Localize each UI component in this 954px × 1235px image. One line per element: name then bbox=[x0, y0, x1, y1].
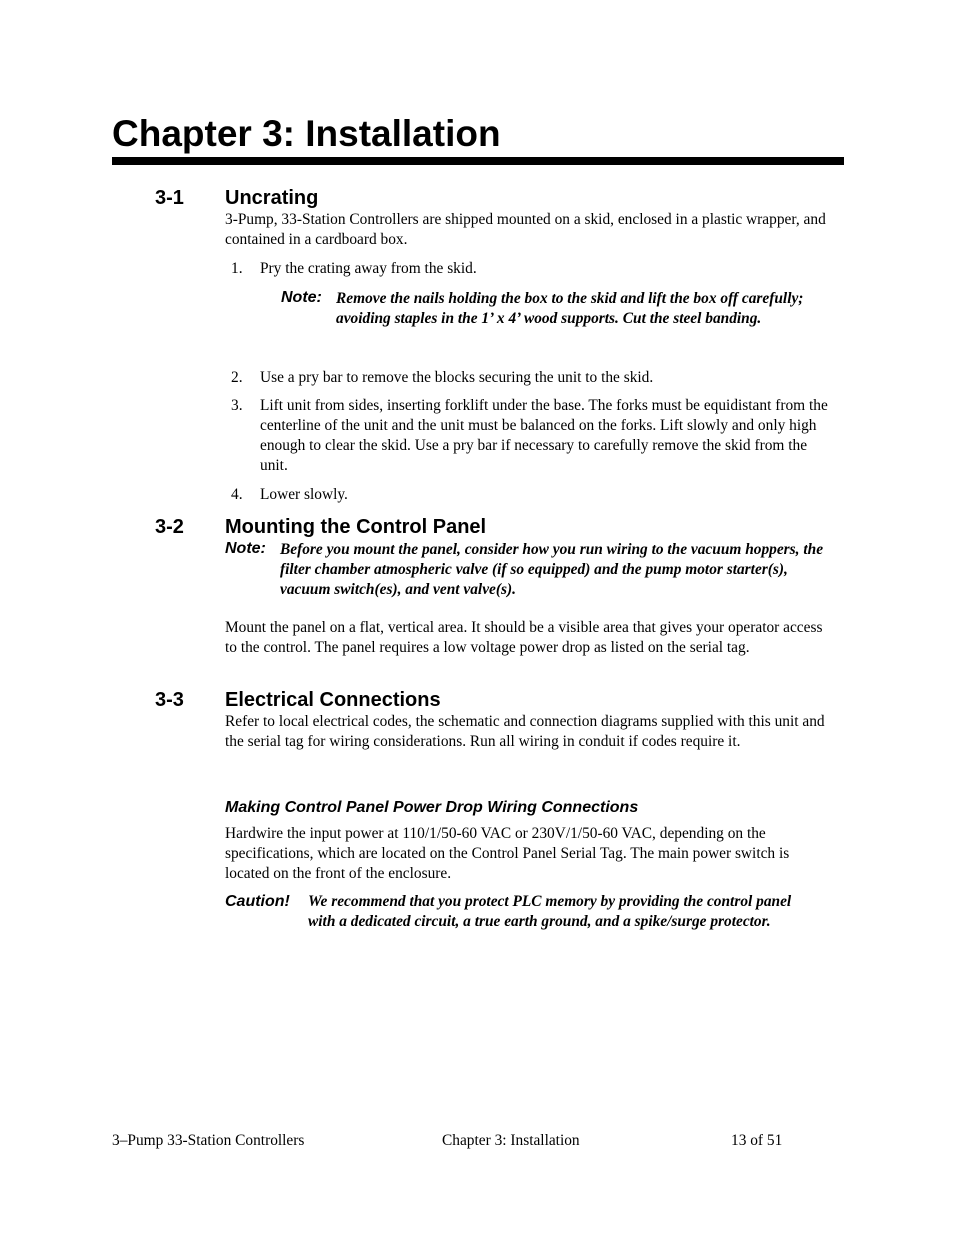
section-body: Refer to local electrical codes, the schematic and connection diagrams supplied with this unit and the serial tag for wiring considerations. Run all wiring in conduit if codes require it. bbox=[225, 713, 825, 750]
footer-page-number: 13 of 51 bbox=[731, 1132, 783, 1149]
caution-label: Caution! bbox=[225, 893, 290, 910]
subsection-body: Hardwire the input power at 110/1/50-60 VAC or 230V/1/50-60 VAC, depending on the specifications, which are located on the Control Panel Serial Tag. The main power switch is located on the front of the enclosure. bbox=[225, 825, 790, 882]
step-text: Pry the crating away from the skid. bbox=[260, 260, 477, 277]
section-title: Mounting the Control Panel bbox=[225, 516, 487, 538]
section-number: 3-2 bbox=[155, 516, 184, 538]
step-number: 2. bbox=[231, 369, 243, 386]
step-text: Lift unit from sides, inserting forklift under the base. The forks must be equidistant from the centerline of the unit and the unit must be balanced on the forks. Lift slowly and only high enough to clear the skid. Use a pry bar if necessary to carefully remove the skid from the unit. bbox=[260, 397, 828, 474]
note-label: Note: bbox=[281, 289, 322, 306]
subheading: Making Control Panel Power Drop Wiring Connections bbox=[225, 799, 639, 816]
note-text: Remove the nails holding the box to the skid and lift the box off carefully; avoiding staples in the 1’ x 4’ wood supports. Cut the steel banding. bbox=[336, 290, 804, 327]
footer-center: Chapter 3: Installation bbox=[442, 1132, 580, 1149]
step-number: 4. bbox=[231, 486, 243, 503]
section-title: Electrical Connections bbox=[225, 689, 441, 711]
footer-left: 3–Pump 33-Station Controllers bbox=[112, 1132, 305, 1149]
section-number: 3-3 bbox=[155, 689, 184, 711]
section-number: 3-1 bbox=[155, 187, 184, 209]
section-intro: 3-Pump, 33-Station Controllers are shipped mounted on a skid, enclosed in a plastic wrapper, and contained in a cardboard box. bbox=[225, 211, 826, 248]
note-text: Before you mount the panel, consider how you run wiring to the vacuum hoppers, the filter chamber atmospheric valve (if so equipped) and the pump motor starter(s), vacuum switch(es), and vent valve(s). bbox=[280, 541, 824, 598]
step-number: 3. bbox=[231, 397, 243, 414]
step-text: Lower slowly. bbox=[260, 486, 348, 503]
caution-text: We recommend that you protect PLC memory by providing the control panel with a dedicated circuit, a true earth ground, and a spike/surge protector. bbox=[308, 893, 792, 930]
section-body: Mount the panel on a flat, vertical area. It should be a visible area that gives your operator access to the control. The panel requires a low voltage power drop as listed on the serial tag. bbox=[225, 619, 823, 656]
step-number: 1. bbox=[231, 260, 243, 277]
note-label: Note: bbox=[225, 540, 266, 557]
section-title: Uncrating bbox=[225, 187, 319, 209]
step-text: Use a pry bar to remove the blocks securing the unit to the skid. bbox=[260, 369, 654, 386]
chapter-title: Chapter 3: Installation bbox=[112, 113, 501, 154]
title-rule bbox=[112, 157, 844, 165]
